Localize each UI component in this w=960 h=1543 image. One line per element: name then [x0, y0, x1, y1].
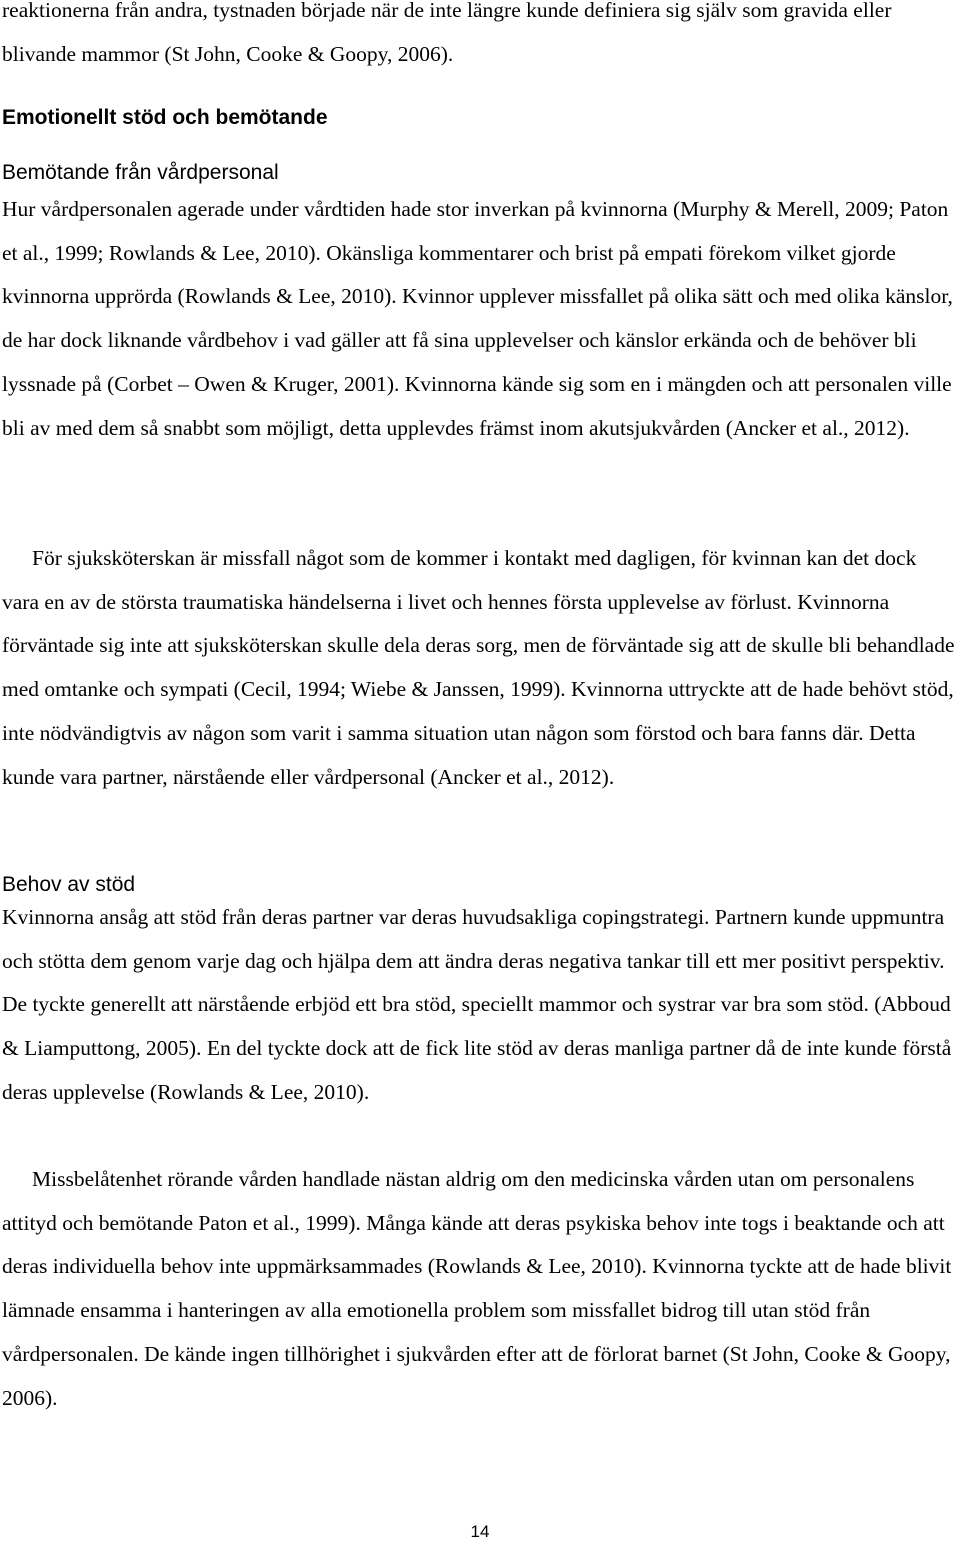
- intro-paragraph: reaktionerna från andra, tystnaden började när de inte längre kunde definiera sig själv som gravida eller blivande mammor (St John, Cooke & Goopy, 2006).: [2, 0, 892, 66]
- paragraph-bemotande-2: För sjuksköterskan är missfall något som de kommer i kontakt med dagligen, för kvinnan kan det dock vara en av de största traumatiska händelserna i livet och hennes första upplevelse av förlust. Kvinnorna förväntade sig inte att sjuksköterskan skulle dela deras sorg, men de förväntade sig att de skulle bli behandlade med omtanke och sympati (Cecil, 1994; Wiebe & Janssen, 1999). Kvinnorna uttryckte att de hade behövt stöd, inte nödvändigtvis av någon som varit i samma situation utan någon som förstod och bara fanns där. Detta kunde vara partner, närstående eller vårdpersonal (Ancker et al., 2012).: [2, 546, 955, 789]
- paragraph-behov-2: Missbelåtenhet rörande vården handlade nästan aldrig om den medicinska vården utan om personalens attityd och bemötande Paton et al., 1999). Många kände att deras psykiska behov inte togs i beaktande och att deras individuella behov inte uppmärksammades (Rowlands & Lee, 2010). Kvinnorna tyckte att de hade blivit lämnade ensamma i hanteringen av alla emotionella problem som missfallet bidrog till utan stöd från vårdpersonalen. De kände ingen tillhörighet i sjukvården efter att de förlorat barnet (St John, Cooke & Goopy, 2006).: [2, 1167, 952, 1410]
- page-number: 14: [470, 1522, 490, 1541]
- paragraph-behov-1: Kvinnorna ansåg att stöd från deras partner var deras huvudsakliga copingstrategi. Partnern kunde uppmuntra och stötta dem genom varje dag och hjälpa dem att ändra deras negativa tankar till ett mer positivt perspektiv. De tyckte generellt att närstående erbjöd ett bra stöd, speciellt mammor och systrar var bra som stöd. (Abboud & Liamputtong, 2005). En del tyckte dock att de fick lite stöd av deras manliga partner då de inte kunde förstå deras upplevelse (Rowlands & Lee, 2010).: [2, 905, 952, 1104]
- subsection-heading-behov: Behov av stöd: [2, 873, 136, 896]
- section-heading: Emotionellt stöd och bemötande: [2, 106, 328, 129]
- paragraph-bemotande-1: Hur vårdpersonalen agerade under vårdtiden hade stor inverkan på kvinnorna (Murphy & Merell, 2009; Paton et al., 1999; Rowlands & Lee, 2010). Okänsliga kommentarer och brist på empati förekom vilket gjorde kvinnorna upprörda (Rowlands & Lee, 2010). Kvinnor upplever missfallet på olika sätt och med olika känslor, de har dock liknande vårdbehov i vad gäller att få sina upplevelser och känslor erkända och de behöver bli lyssnade på (Corbet – Owen & Kruger, 2001). Kvinnorna kände sig som en i mängden och att personalen ville bli av med dem så snabbt som möjligt, detta upplevdes främst inom akutsjukvården (Ancker et al., 2012).: [2, 197, 953, 440]
- subsection-heading-bemotande: Bemötande från vårdpersonal: [2, 161, 279, 184]
